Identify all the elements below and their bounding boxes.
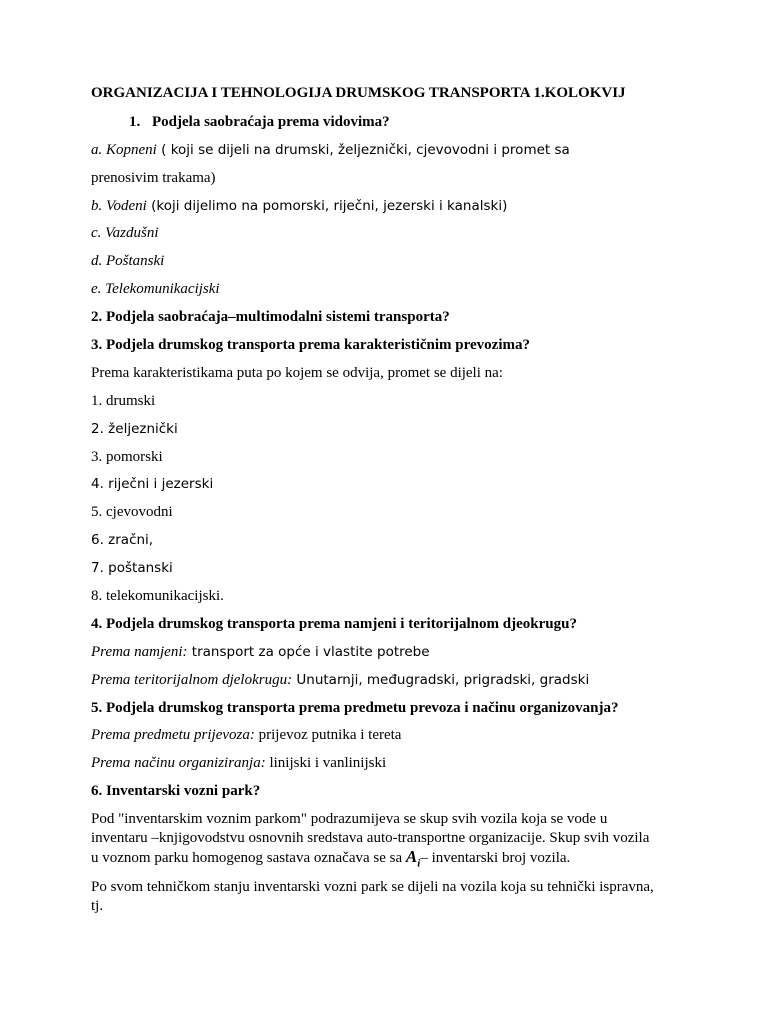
question-3-heading: 3. Podjela drumskog transporta prema karakterističnim prevozima? — [91, 337, 530, 353]
answer-4-namjena — [91, 643, 430, 661]
answer-1b-label: b. Vodeni — [91, 198, 147, 214]
paragraph-line: Pod "inventarskim voznim parkom" podrazumijeva se skup svih vozila koja se vode u — [91, 811, 608, 827]
answer-4-namjena-text: transport za opće i vlastite potrebe — [187, 644, 430, 660]
variable-base: A — [405, 847, 418, 866]
answer-5-nacin — [91, 754, 386, 772]
answer-4-teritorij-text: Unutarnji, međugradski, prigradski, gradski — [292, 672, 590, 688]
paragraph-line: tj. — [91, 898, 104, 914]
list-item: 4. riječni i jezerski — [91, 476, 214, 492]
variable-symbol — [405, 847, 421, 870]
answer-5-predmet-text: prijevoz putnika i tereta — [254, 727, 402, 743]
answer-1d: d. Poštanski — [91, 253, 165, 269]
answer-1c: c. Vazdušni — [91, 225, 159, 241]
answer-4-namjena-label: Prema namjeni: — [91, 644, 188, 660]
list-item: 3. pomorski — [91, 449, 163, 465]
question-1-heading — [129, 113, 390, 131]
question-4-heading: 4. Podjela drumskog transporta prema namjeni i teritorijalnom djeokrugu? — [91, 616, 577, 632]
paragraph-text: u voznom parku homogenog sastava označava se sa — [91, 850, 406, 866]
paragraph-line: inventaru –knjigovodstvu osnovnih sredstava auto-transportne organizacije. Skup svih vozila — [91, 830, 650, 846]
paragraph-line — [91, 848, 570, 872]
list-item: 6. zračni, — [91, 532, 154, 548]
answer-1b — [91, 197, 507, 215]
answer-5-predmet-label: Prema predmetu prijevoza: — [91, 727, 255, 743]
answer-1a-continuation: prenosivim trakama) — [91, 170, 216, 186]
paragraph-text: – inventarski broj vozila. — [420, 850, 571, 866]
list-item: 2. željeznički — [91, 421, 178, 437]
answer-4-teritorij — [91, 671, 589, 689]
question-6-heading: 6. Inventarski vozni park? — [91, 783, 261, 799]
list-item: 8. telekomunikacijski. — [91, 588, 224, 604]
answer-1e: e. Telekomunikacijski — [91, 281, 220, 297]
answer-4-teritorij-label: Prema teritorijalnom djelokrugu: — [91, 672, 293, 688]
list-item: 1. drumski — [91, 393, 156, 409]
answer-1a — [91, 141, 570, 159]
list-item: 7. poštanski — [91, 560, 173, 576]
answer-5-nacin-label: Prema načinu organiziranja: — [91, 755, 266, 771]
paragraph-line: Po svom tehničkom stanju inventarski vozni park se dijeli na vozila koja su tehnički ispravna, — [91, 879, 654, 895]
question-1-text: Podjela saobraćaja prema vidovima? — [152, 114, 390, 130]
answer-1b-text: (koji dijelimo na pomorski, riječni, jezerski i kanalski) — [146, 198, 508, 214]
answer-1a-text: ( koji se dijeli na drumski, željeznički, cjevovodni i promet sa — [156, 142, 570, 158]
variable-subscript: i — [417, 857, 421, 870]
question-1-number: 1. — [129, 114, 141, 130]
question-3-intro: Prema karakteristikama puta po kojem se odvija, promet se dijeli na: — [91, 365, 503, 381]
document-title: ORGANIZACIJA I TEHNOLOGIJA DRUMSKOG TRANSPORTA 1.KOLOKVIJ — [91, 85, 626, 101]
answer-5-nacin-text: linijski i vanlinijski — [265, 755, 387, 771]
list-item: 5. cjevovodni — [91, 504, 173, 520]
question-5-heading: 5. Podjela drumskog transporta prema predmetu prevoza i načinu organizovanja? — [91, 700, 619, 716]
answer-1a-label: a. Kopneni — [91, 142, 157, 158]
question-2-heading: 2. Podjela saobraćaja–multimodalni sistemi transporta? — [91, 309, 450, 325]
answer-5-predmet — [91, 726, 401, 744]
